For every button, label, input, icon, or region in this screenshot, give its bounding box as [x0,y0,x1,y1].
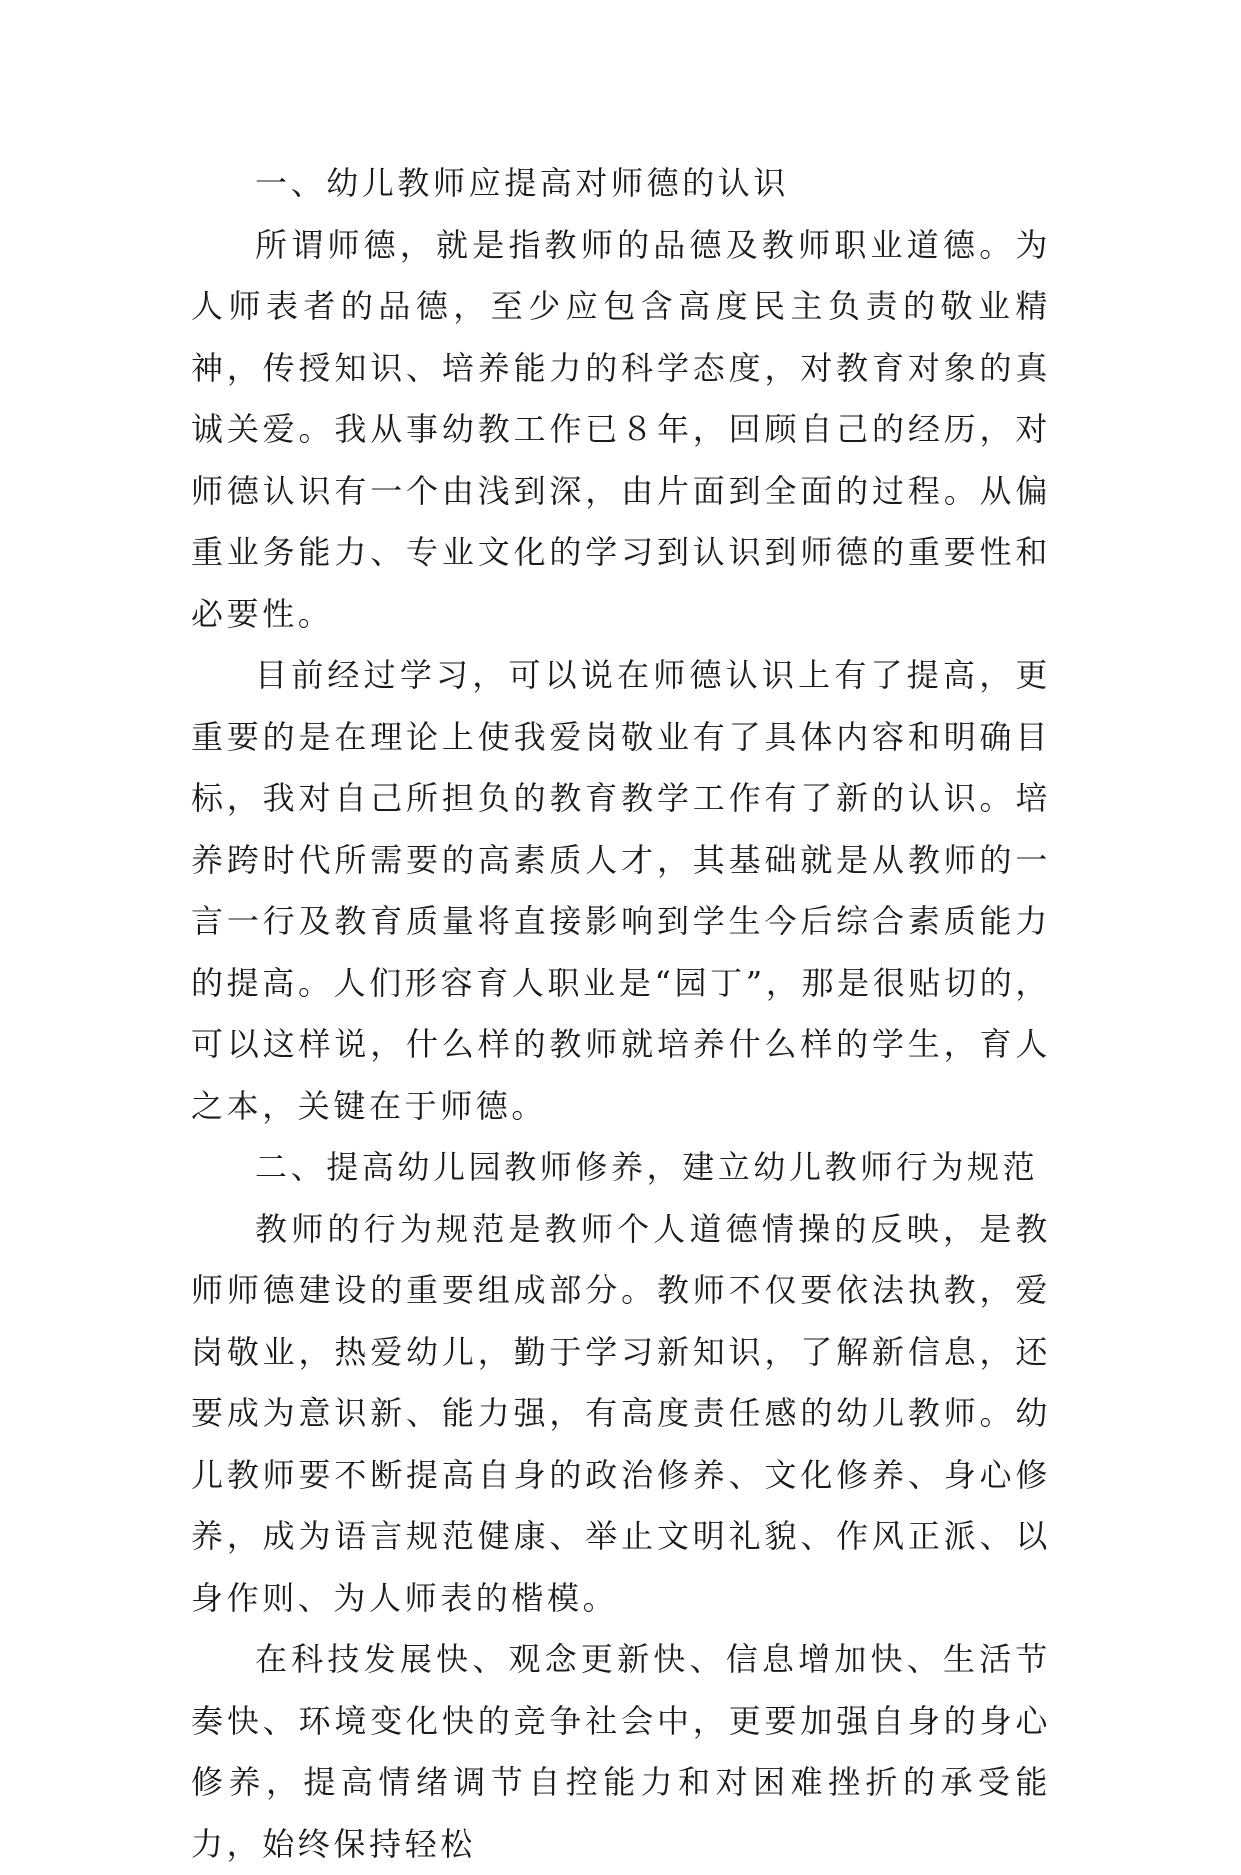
section-heading-2: 二、提高幼儿园教师修养，建立幼儿教师行为规范 [255,1148,1039,1186]
document-body [191,153,1051,1875]
paragraph-4: 在科技发展快、观念更新快、信息增加快、生活节奏快、环境变化快的竞争社会中，更要加强自身的身心修养，提高情绪调节自控能力和对困难挫折的承受能力，始终保持轻松 [191,1640,1051,1863]
section-heading-1: 一、幼儿教师应提高对师德的认识 [255,164,790,202]
paragraph-1: 所谓师德，就是指教师的品德及教师职业道德。为人师表者的品德，至少应包含高度民主负责的敬业精神，传授知识、培养能力的科学态度，对教育对象的真诚关爱。我从事幼教工作已８年，回顾自己的经历，对师德认识有一个由浅到深，由片面到全面的过程。从偏重业务能力、专业文化的学习到认识到师德的重要性和必要性。 [191,225,1051,633]
paragraph-2: 目前经过学习，可以说在师德认识上有了提高，更重要的是在理论上使我爱岗敬业有了具体内容和明确目标，我对自己所担负的教育教学工作有了新的认识。培养跨时代所需要的高素质人才，其基础就是从教师的一言一行及教育质量将直接影响到学生今后综合素质能力的提高。人们形容育人职业是“园丁”，那是很贴切的，可以这样说，什么样的教师就培养什么样的学生，育人之本，关键在于师德。 [191,656,1051,1125]
paragraph-3: 教师的行为规范是教师个人道德情操的反映，是教师师德建设的重要组成部分。教师不仅要依法执教，爱岗敬业，热爱幼儿，勤于学习新知识，了解新信息，还要成为意识新、能力强，有高度责任感的幼儿教师。幼儿教师要不断提高自身的政治修养、文化修养、身心修养，成为语言规范健康、举止文明礼貌、作风正派、以身作则、为人师表的楷模。 [191,1209,1051,1617]
